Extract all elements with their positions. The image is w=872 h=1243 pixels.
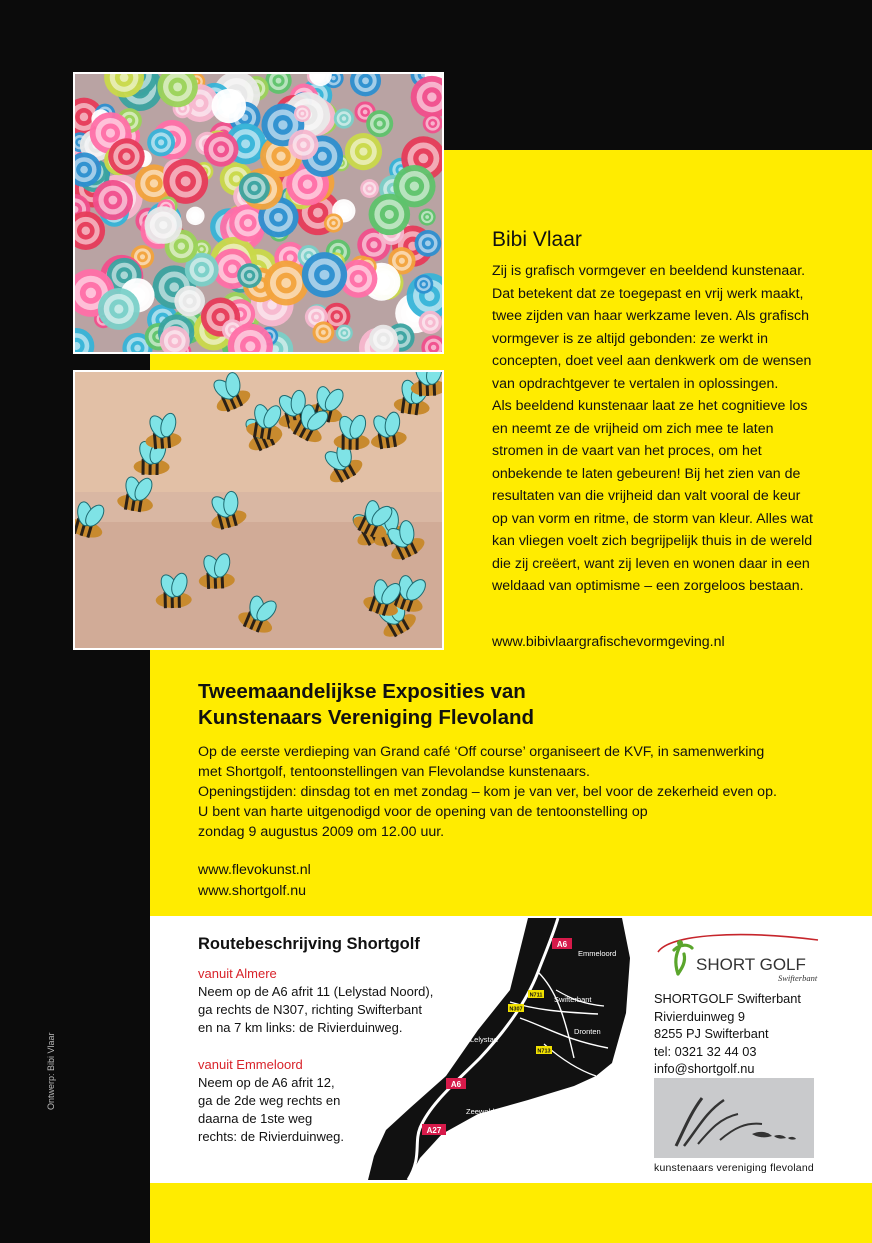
exhibition-description: Op de eerste verdieping van Grand café ‘Off course’ organiseert de KVF, in samenwerking met Shortgolf, tentoonstellingen van Flevolandse kunstenaars. Openingstijden: dinsdag tot en met zondag – kom je van ver, bel voor de zekerheid even op. U bent van harte uitgenodigd voor de opening van de tentoonstelling op zondag 9 augustus 2009 om 12.00 uur. bbox=[198, 744, 777, 840]
artwork-paper-rolls-photo bbox=[73, 72, 444, 354]
map-label-lelystad: Lelystad bbox=[470, 1035, 498, 1044]
artwork-bees-painting bbox=[73, 370, 444, 650]
svg-text:A27: A27 bbox=[426, 1126, 442, 1135]
contact-phone[interactable]: tel: 0321 32 44 03 bbox=[654, 1043, 757, 1059]
kvf-logo-name: kunstenaars vereniging flevoland bbox=[654, 1162, 814, 1174]
svg-text:N711: N711 bbox=[529, 992, 543, 999]
kvf-logo bbox=[654, 1078, 814, 1158]
shortgolf-logo-name: SHORT GOLF bbox=[696, 955, 806, 974]
artist-website-link[interactable]: www.bibivlaargrafischevormgeving.nl bbox=[492, 634, 725, 650]
contact-street: Rivierduinweg 9 bbox=[654, 1008, 746, 1024]
road-sign-a27 bbox=[422, 1124, 446, 1135]
paper-rolls-image bbox=[75, 74, 442, 352]
kvf-logo-mark bbox=[654, 1078, 814, 1158]
svg-text:A6: A6 bbox=[450, 1080, 462, 1089]
flevokunst-link[interactable]: www.flevokunst.nl bbox=[198, 862, 311, 878]
road-sign-n713 bbox=[536, 1046, 552, 1055]
route-map bbox=[360, 918, 650, 1183]
shortgolf-link[interactable]: www.shortgolf.nu bbox=[198, 883, 307, 899]
route-almere-label: vanuit Almere bbox=[198, 966, 277, 981]
bees-painting-image bbox=[75, 372, 442, 648]
map-label-dronten: Dronten bbox=[574, 1027, 601, 1036]
map-label-zeewolde: Zeewolde bbox=[466, 1107, 499, 1116]
design-credit: Ontwerp: Bibi Vlaar bbox=[46, 1032, 56, 1110]
map-label-emmeloord: Emmeloord bbox=[578, 949, 617, 958]
exhibition-heading: Tweemaandelijkse Exposities van Kunstenaars Vereniging Flevoland bbox=[198, 680, 535, 729]
contact-email[interactable]: info@shortgolf.nu bbox=[654, 1061, 755, 1076]
map-label-almere: Almere bbox=[388, 1097, 412, 1106]
shortgolf-contact bbox=[654, 990, 801, 1078]
shortgolf-logo-sub: Swifterbant bbox=[778, 973, 818, 983]
road-sign-a6-top bbox=[552, 938, 572, 949]
route-almere-directions: Neem op de A6 afrit 11 (Lelystad Noord), ga rechts de N307, richting Swifterbant en na 7 km links: de Rivierduinweg. bbox=[198, 984, 434, 1035]
route-emmeloord-directions: Neem op de A6 afrit 12, ga de 2de weg rechts en daarna de 1ste weg rechts: de Rivierduinweg. bbox=[198, 1075, 344, 1144]
artist-bio: Zij is grafisch vormgever en beeldend kunstenaar. Dat betekent dat ze toegepast en vrij werk maakt, twee zijden van haar werkzame leven. Als grafisch vormgever is ze altijd gebonden: ze werkt in concepten, doet veel aan denkwerk om de wensen van opdrachtgever te vertalen in oplossingen. Als beeldend kunstenaar laat ze het cognitieve los en neemt ze de vrijheid om zich mee te laten stromen in de vaart van het proces, om het onbekende te laten gebeuren! Bij het zien van de resultaten van die vrijheid dan valt vooral de keur op van vorm en ritme, de storm van kleur. Alles wat kan vliegen voelt zich begrijpelijk thuis in de wereld die zij creëert, want zij leven en wonen daar in een weldaad van optimisme – een zorgeloos bestaan. bbox=[492, 263, 813, 594]
shortgolf-logo bbox=[650, 930, 830, 986]
artist-name: Bibi Vlaar bbox=[492, 228, 582, 251]
road-sign-n711 bbox=[528, 990, 544, 999]
map-label-swifterbant: Swifterbant bbox=[554, 995, 592, 1004]
yellow-footer-band bbox=[150, 1183, 872, 1243]
route-emmeloord-label: vanuit Emmeloord bbox=[198, 1057, 303, 1072]
route-heading: Routebeschrijving Shortgolf bbox=[198, 935, 420, 953]
contact-name: SHORTGOLF Swifterbant bbox=[654, 991, 801, 1006]
svg-text:N307: N307 bbox=[509, 1006, 523, 1013]
road-sign-a6-mid bbox=[446, 1078, 466, 1089]
svg-text:N713: N713 bbox=[537, 1048, 551, 1055]
road-sign-n307 bbox=[508, 1004, 524, 1013]
contact-city: 8255 PJ Swifterbant bbox=[654, 1026, 769, 1041]
golfer-icon bbox=[674, 945, 692, 974]
exhibition-links bbox=[198, 860, 311, 902]
svg-text:A6: A6 bbox=[556, 940, 568, 949]
